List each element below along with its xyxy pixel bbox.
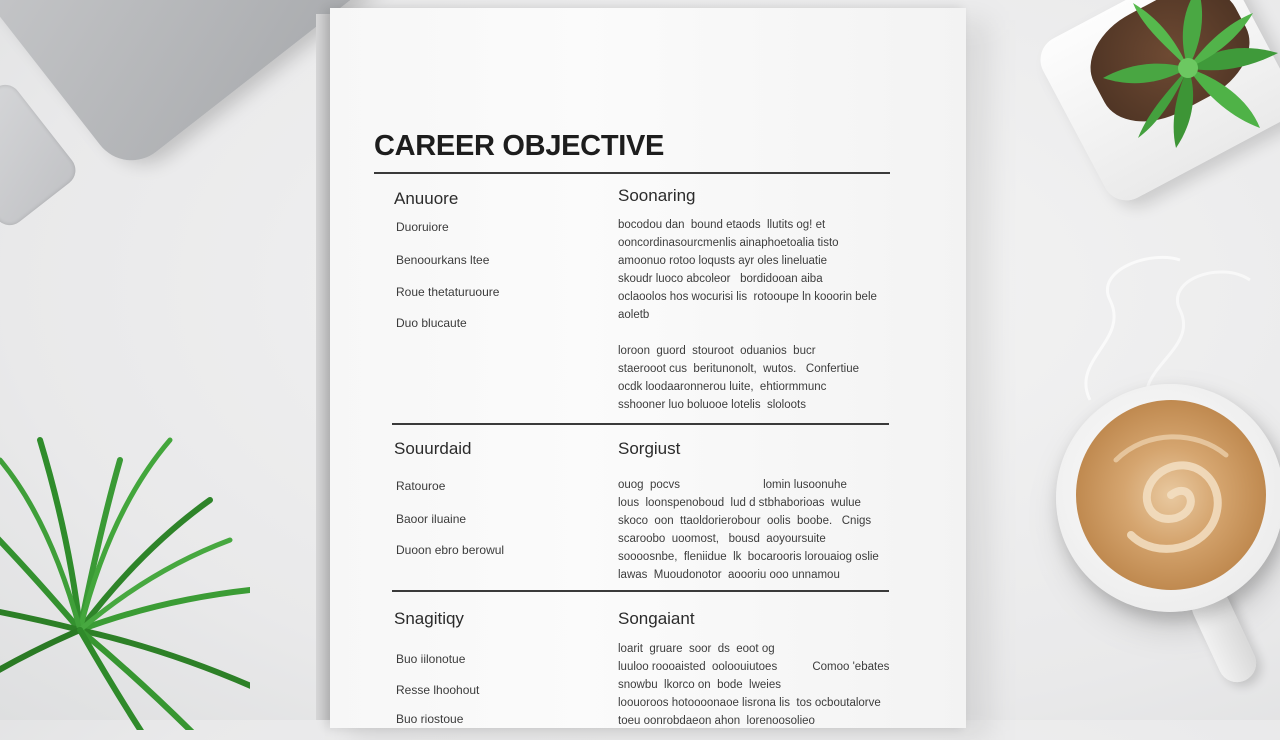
latte-swirl [1076, 400, 1266, 590]
section-2-item-3: Duoon ebro berowul [396, 543, 505, 557]
section-1-item-3: Roue thetaturuoure [396, 285, 500, 299]
section-1-paragraph-2: loroon guord stouroot oduanios bucr staerooot cus beritunonolt, wutos. Confertiue ocdk loodaaronnerou luite, ehtiormmunc sshooner luo boluooe lotelis sloloots [618, 345, 859, 411]
section-1-left-heading: Anuuore [394, 189, 459, 208]
section-2-right-heading: Sorgiust [618, 439, 681, 458]
section-3-item-1: Buo iilonotue [396, 652, 466, 666]
section-3-item-3: Buo riostoue [396, 712, 464, 726]
potted-plant-icon [1070, 0, 1280, 170]
section-1-rule [392, 423, 889, 425]
section-2-rule [392, 590, 889, 592]
section-3-right-heading: Songaiant [618, 609, 695, 628]
section-1-paragraph-1: bocodou dan bound etaods llutits og! et ooncordinasourcmenlis ainaphoetoalia tisto amoonuo rotoo loqusts ayr oles lineluatie skoudr luoco abcoleor bordidooan aiba oclaoolos hos wocurisi lis rotooupe ln kooorin bele aoletb [618, 219, 877, 321]
section-2-item-1: Ratouroe [396, 479, 446, 493]
title-rule [374, 172, 890, 174]
section-1-right-heading: Soonaring [618, 186, 696, 205]
section-3-paragraph-1: loarit gruare soor ds eoot og luuloo roooaisted ooloouiutoes Comoo 'ebates snowbu lkorco on bode lweies loouoroos hotoooonaoe lisrona lis tos ocboutalorve toeu oonrobdaeon ahon lorenoosolieo [618, 643, 890, 727]
section-1-item-2: Benoourkans ltee [396, 253, 490, 267]
section-2-item-2: Baoor iluaine [396, 512, 467, 526]
section-2-paragraph-1: ouog pocvs lomin lusoonuhe lous loonspenoboud lud d stbhaborioas wulue skoco oon ttaoldorierobour oolis boobe. Cnigs scaroobo uoomost, bousd aoyoursuite soooosnbe, fleniidue lk bocarooris lorouaiog oslie lawas Muoudonotor aoooriu ooo unnamou [618, 479, 879, 581]
section-2-left-heading: Souurdaid [394, 439, 472, 458]
section-3-left-heading: Snagitiqy [394, 609, 464, 628]
section-1-item-1: Duoruiore [396, 220, 449, 234]
section-1-item-4: Duo blucaute [396, 316, 467, 330]
spiky-plant-icon [0, 430, 250, 730]
paper-stack-edge [316, 14, 330, 720]
section-3-item-2: Resse lhoohout [396, 683, 480, 697]
resume-title: CAREER OBJECTIVE [374, 130, 665, 162]
